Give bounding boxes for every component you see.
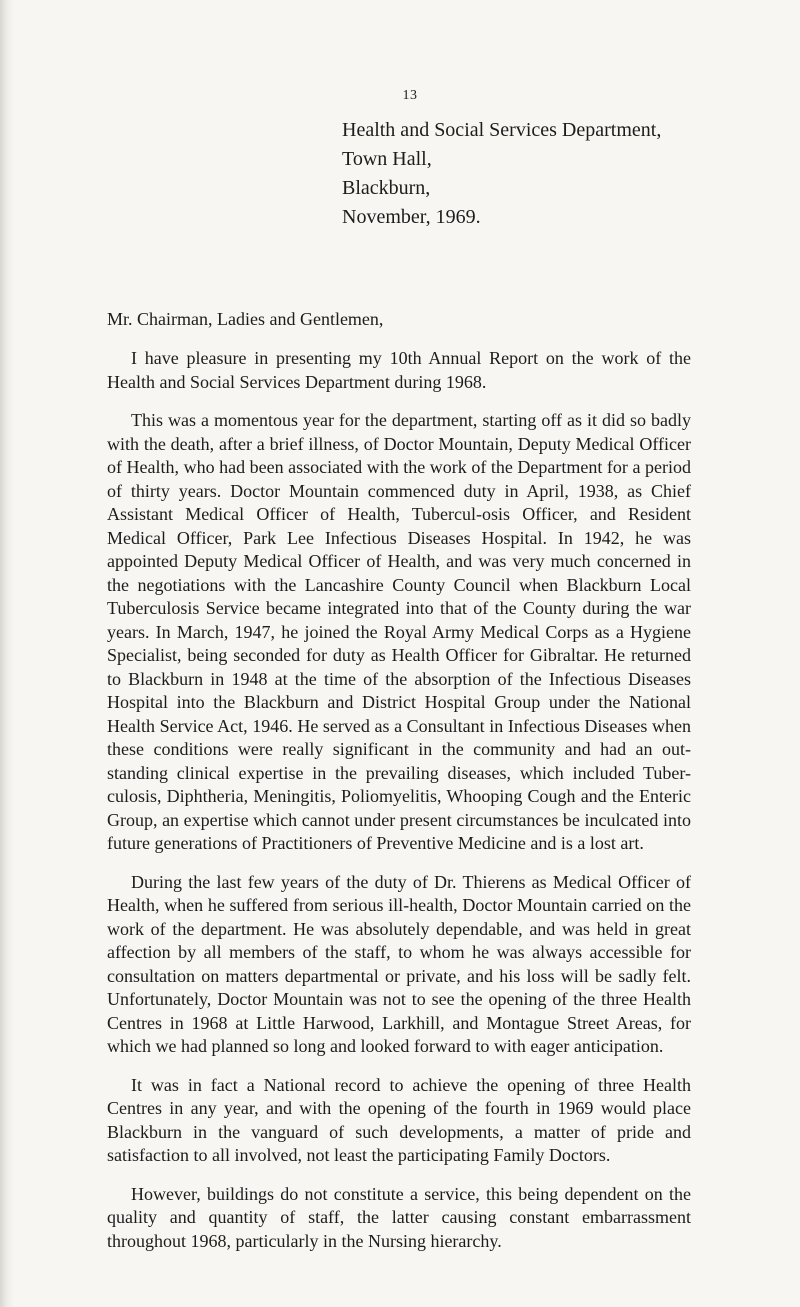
paragraph-introduction: I have pleasure in presenting my 10th Annual Report on the work of the Health and Social Services Department during 1968.	[107, 348, 691, 392]
paragraph-doctor-mountain-tribute: During the last few years of the duty of Dr. Thierens as Medical Officer of Health, when he suffered from serious ill-health, Doctor Mountain carried on the work of the department. He was absolutely dependable, and was held in great affection by all members of the staff, to whom he was always accessible for consultation on matters departmental or private, and his loss will be sadly felt. Unfortunately, Doctor Mountain was not to see the opening of the three Health Centres in 1968 at Little Harwood, Larkhill, and Montague Street Areas, for which we had planned so long and looked forward to with eager anticipation.	[107, 871, 691, 1056]
paragraph-staffing: However, buildings do not constitute a service, this being dependent on the quality and quantity of staff, the latter causing constant embarrassment throughout 1968, particularly in the Nursing hierarchy.	[107, 1183, 691, 1251]
address-line-department: Health and Social Services Department,	[342, 119, 662, 141]
page-number: 13	[402, 88, 418, 103]
address-line-date: November, 1969.	[342, 206, 481, 228]
paragraph-health-centres-record: It was in fact a National record to achieve the opening of three Health Centres in any year, and with the opening of the fourth in 1969 would place Blackburn in the vanguard of such developments, a matter of pride and satisfaction to all involved, not least the participating Family Doctors.	[107, 1074, 691, 1165]
salutation: Mr. Chairman, Ladies and Gentlemen,	[107, 309, 384, 329]
address-line-town: Blackburn,	[342, 177, 431, 199]
address-line-building: Town Hall,	[342, 148, 432, 170]
page-edge-shadow	[0, 0, 14, 1307]
report-body	[107, 347, 691, 1268]
letter-address-block	[342, 116, 661, 232]
paragraph-doctor-mountain-career: This was a momentous year for the department, starting off as it did so badly with the death, after a brief illness, of Doctor Mountain, Deputy Medical Officer of Health, who had been associated with the work of the Department for a period of thirty years. Doctor Mountain commenced duty in April, 1938, as Chief Assistant Medical Officer of Health, Tubercul-osis Officer, and Resident Medical Officer, Park Lee Infectious Diseases Hospital. In 1942, he was appointed Deputy Medical Officer of Health, and was very much concerned in the negotiations with the Lancashire County Council when Blackburn Local Tuberculosis Service became integrated into that of the County during the war years. In March, 1947, he joined the Royal Army Medical Corps as a Hygiene Specialist, being seconded for duty as Health Officer for Gibraltar. He returned to Blackburn in 1948 at the time of the absorption of the Infectious Diseases Hospital into the Blackburn and District Hospital Group under the National Health Service Act, 1946. He served as a Consultant in Infectious Diseases when these conditions were really significant in the community and had an out-standing clinical expertise in the prevailing diseases, which included Tuber-culosis, Diphtheria, Meningitis, Poliomyelitis, Whooping Cough and the Enteric Group, an expertise which cannot under present circumstances be inculcated into future generations of Practitioners of Preventive Medicine and is a lost art.	[107, 410, 691, 853]
